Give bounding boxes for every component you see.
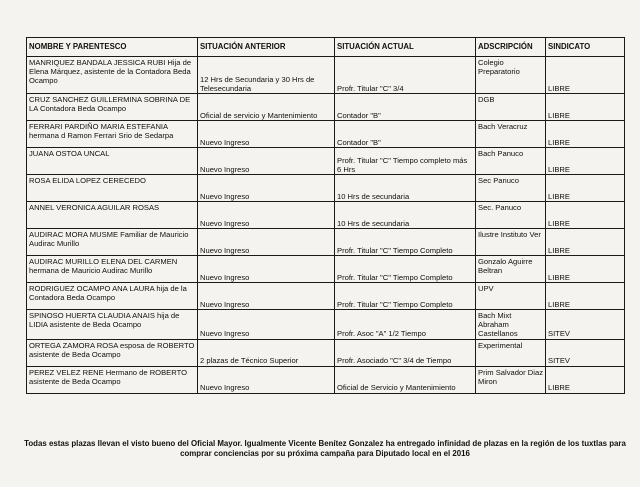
table-row <box>27 229 625 256</box>
cell-name: RODRIGUEZ OCAMPO ANA LAURA hija de la Contadora Beda Ocampo <box>27 283 198 310</box>
cell-current-situation: Profr. Titular "C" 3/4 <box>335 57 476 94</box>
header-union: SINDICATO <box>546 38 625 57</box>
cell-previous-situation: Nuevo Ingreso <box>198 121 335 148</box>
cell-assignment: Experimental <box>476 339 546 366</box>
table-row <box>27 94 625 121</box>
cell-current-situation: Contador "B" <box>335 94 476 121</box>
cell-assignment: Prim Salvador Diaz Miron <box>476 366 546 393</box>
cell-name: FERRARI PARDIÑO MARIA ESTEFANIA hermana d Ramon Ferrari Srio de Sedarpa <box>27 121 198 148</box>
cell-name: PEREZ VELEZ RENE Hermano de ROBERTO asistente de Beda Ocampo <box>27 366 198 393</box>
cell-union: LIBRE <box>546 148 625 175</box>
table-header-row <box>27 38 625 57</box>
table-row <box>27 148 625 175</box>
cell-union: LIBRE <box>546 57 625 94</box>
cell-previous-situation: Nuevo Ingreso <box>198 175 335 202</box>
header-assignment: ADSCRIPCIÓN <box>476 38 546 57</box>
cell-previous-situation: 2 plazas de Técnico Superior <box>198 339 335 366</box>
cell-assignment: Gonzalo Aguirre Beltran <box>476 256 546 283</box>
cell-previous-situation: Nuevo Ingreso <box>198 283 335 310</box>
cell-current-situation: 10 Hrs de secundaria <box>335 175 476 202</box>
cell-name: AUDIRAC MURILLO ELENA DEL CARMEN hermana de Mauricio Audirac Murillo <box>27 256 198 283</box>
header-previous-situation: SITUACIÓN ANTERIOR <box>198 38 335 57</box>
cell-previous-situation: Nuevo Ingreso <box>198 202 335 229</box>
cell-name: JUANA OSTOA UNCAL <box>27 148 198 175</box>
cell-assignment: Ilustre Instituto Ver <box>476 229 546 256</box>
table-row <box>27 57 625 94</box>
cell-union: LIBRE <box>546 121 625 148</box>
header-current-situation: SITUACIÓN ACTUAL <box>335 38 476 57</box>
cell-union: SITEV <box>546 339 625 366</box>
table-row <box>27 283 625 310</box>
cell-name: AUDIRAC MORA MUSME Familiar de Mauricio Audirac Murillo <box>27 229 198 256</box>
cell-name: ANNEL VERONICA AGUILAR ROSAS <box>27 202 198 229</box>
cell-current-situation: Profr. Titular "C" Tiempo completo más 6 Hrs <box>335 148 476 175</box>
cell-union: LIBRE <box>546 366 625 393</box>
cell-name: MANRIQUEZ BANDALA JESSICA RUBI Hija de Elena Márquez, asistente de la Contadora Beda Ocampo <box>27 57 198 94</box>
cell-previous-situation: Nuevo Ingreso <box>198 366 335 393</box>
cell-union: LIBRE <box>546 256 625 283</box>
table-row <box>27 175 625 202</box>
cell-union: LIBRE <box>546 202 625 229</box>
cell-assignment: Sec Panuco <box>476 175 546 202</box>
cell-previous-situation: Nuevo Ingreso <box>198 310 335 340</box>
cell-union: LIBRE <box>546 229 625 256</box>
cell-current-situation: Profr. Titular "C" Tiempo Completo <box>335 283 476 310</box>
cell-assignment: Colegio Preparatorio <box>476 57 546 94</box>
cell-previous-situation: Oficial de servicio y Mantenimiento <box>198 94 335 121</box>
cell-name: ORTEGA ZAMORA ROSA esposa de ROBERTO asistente de Beda Ocampo <box>27 339 198 366</box>
cell-current-situation: 10 Hrs de secundaria <box>335 202 476 229</box>
cell-assignment: DGB <box>476 94 546 121</box>
table-row <box>27 339 625 366</box>
cell-union: LIBRE <box>546 94 625 121</box>
cell-assignment: Bach Veracruz <box>476 121 546 148</box>
cell-previous-situation: Nuevo Ingreso <box>198 148 335 175</box>
cell-union: LIBRE <box>546 283 625 310</box>
cell-previous-situation: 12 Hrs de Secundaria y 30 Hrs de Telesecundaria <box>198 57 335 94</box>
cell-assignment: Bach Panuco <box>476 148 546 175</box>
cell-assignment: UPV <box>476 283 546 310</box>
cell-current-situation: Oficial de Servicio y Mantenimiento <box>335 366 476 393</box>
cell-previous-situation: Nuevo Ingreso <box>198 229 335 256</box>
cell-union: LIBRE <box>546 175 625 202</box>
cell-previous-situation: Nuevo Ingreso <box>198 256 335 283</box>
table-row <box>27 310 625 340</box>
table-row <box>27 202 625 229</box>
header-name: NOMBRE Y PARENTESCO <box>27 38 198 57</box>
cell-current-situation: Profr. Asociado "C" 3/4 de Tiempo <box>335 339 476 366</box>
table-row <box>27 366 625 393</box>
cell-assignment: Sec. Panuco <box>476 202 546 229</box>
cell-name: ROSA ELIDA LOPEZ CERECEDO <box>27 175 198 202</box>
cell-current-situation: Profr. Titular "C" Tiempo Completo <box>335 229 476 256</box>
cell-union: SITEV <box>546 310 625 340</box>
table-row <box>27 121 625 148</box>
cell-assignment: Bach Mixt Abraham Castellanos <box>476 310 546 340</box>
cell-current-situation: Contador "B" <box>335 121 476 148</box>
cell-current-situation: Profr. Titular "C" Tiempo Completo <box>335 256 476 283</box>
table-row <box>27 256 625 283</box>
footnote: Todas estas plazas llevan el visto bueno del Oficial Mayor. Igualmente Vicente Benítez Gonzalez ha entregado infinidad de plazas en la región de los tuxtlas para comprar conciencias por su próxima campaña para Diputado local en el 2016 <box>24 439 626 458</box>
cell-current-situation: Profr. Asoc "A" 1/2 Tiempo <box>335 310 476 340</box>
cell-name: CRUZ SANCHEZ GUILLERMINA SOBRINA DE LA Contadora Beda Ocampo <box>27 94 198 121</box>
cell-name: SPINOSO HUERTA CLAUDIA ANAIS hija de LIDIA asistente de Beda Ocampo <box>27 310 198 340</box>
appointments-table <box>26 37 625 394</box>
